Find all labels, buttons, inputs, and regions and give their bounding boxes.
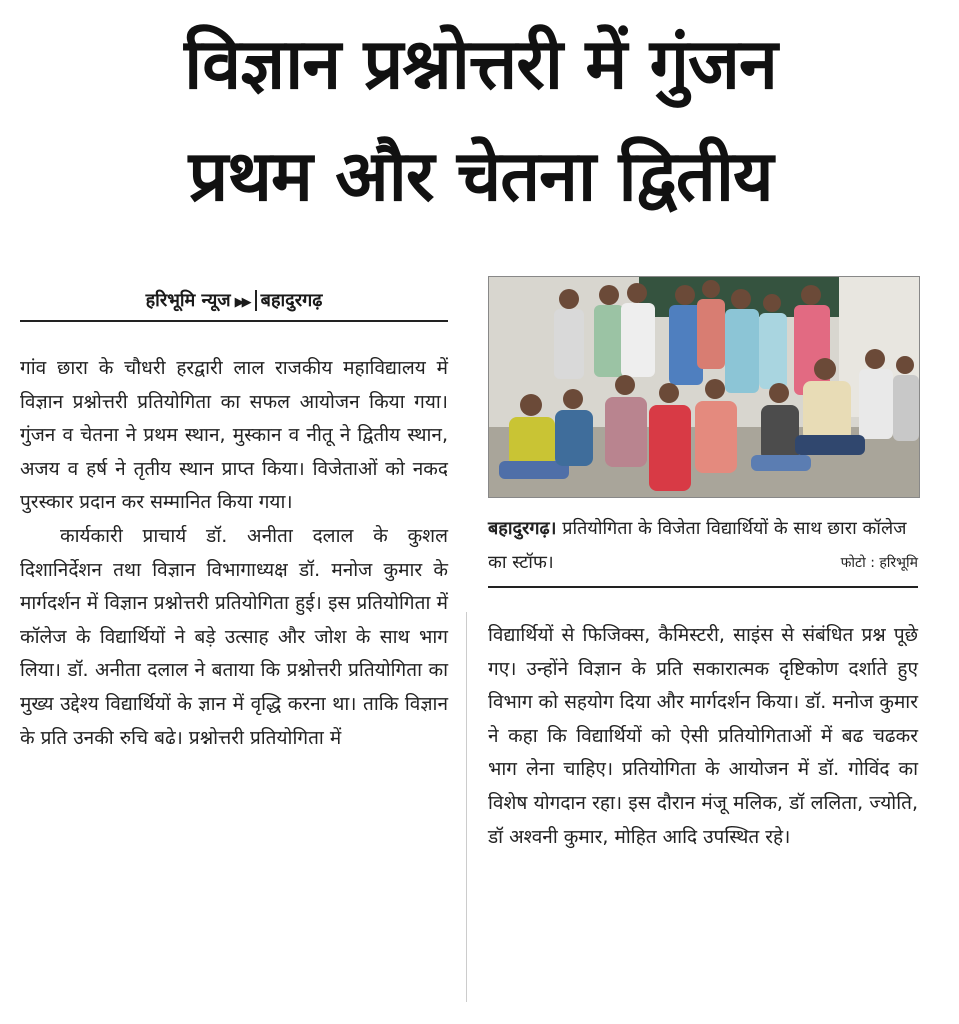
group-photo-illustration — [489, 277, 919, 497]
byline — [20, 288, 448, 322]
news-photo — [488, 276, 920, 498]
column-divider — [466, 612, 467, 1002]
photo-caption — [488, 512, 918, 588]
article-paragraph-1: गांव छारा के चौधरी हरद्वारी लाल राजकीय महाविद्यालय में विज्ञान प्रश्नोत्तरी प्रतियोगिता का सफल आयोजन किया गया। गुंजन व चेतना ने प्रथम स्थान, मुस्कान व नीतू ने द्वितीय स्थान, अजय व हर्ष ने तृतीय स्थान प्राप्त किया। विजेताओं को नकद पुरस्कार प्रदान कर सम्मानित किया गया। — [20, 357, 448, 514]
photo-credit: फोटो : हरिभूमि — [840, 555, 918, 571]
caption-text: प्रतियोगिता के विजेता विद्यार्थियों के साथ छारा कॉलेज का स्टॉफ। — [488, 518, 907, 573]
headline-line-1: विज्ञान प्रश्नोत्तरी में गुंजन — [184, 23, 777, 105]
caption-location: बहादुरगढ़। — [488, 518, 557, 539]
byline-source: हरिभूमि न्यूज — [145, 290, 231, 311]
article-right-column — [488, 619, 918, 854]
article-paragraph-3: विद्यार्थियों से फिजिक्स, कैमिस्टरी, साइंस से संबंधित प्रश्न पूछे गए। उन्होंने विज्ञान के प्रति सकारात्मक दृष्टिकोण दर्शाते हुए विभाग को सहयोग दिया और मार्गदर्शन किया। डॉ. मनोज कुमार ने कहा कि विद्यार्थियों को ऐसी प्रतियोगिताओं में बढ चढकर भाग लेना चाहिए। प्रतियोगिता के आयोजन में डॉ. गोविंद का विशेष योगदान रहा। इस दौरान मंजू मलिक, डॉ ललिता, ज्योति, डॉ अश्वनी कुमार, मोहित आदि उपस्थित रहे। — [488, 624, 918, 848]
byline-location: बहादुरगढ़ — [255, 290, 323, 311]
headline-line-2: प्रथम और चेतना द्वितीय — [188, 135, 773, 217]
headline — [18, 8, 943, 232]
double-arrow-icon: ▶▶ — [234, 295, 249, 310]
article-paragraph-2: कार्यकारी प्राचार्य डॉ. अनीता दलाल के कुशल दिशानिर्देशन तथा विज्ञान विभागाध्यक्ष डॉ. मनोज कुमार के मार्गदर्शन में विज्ञान प्रश्नोत्तरी प्रतियोगिता हुई। इस प्रतियोगिता में कॉलेज के विद्यार्थियों ने बड़े उत्साह और जोश के साथ भाग लिया। डॉ. अनीता दलाल ने बताया कि प्रश्नोत्तरी प्रतियोगिता का मुख्य उद्देश्य विद्यार्थियों के ज्ञान में वृद्धि करना था। ताकि विज्ञान के प्रति उनकी रुचि बढे। प्रश्नोत्तरी प्रतियोगिता में — [20, 524, 448, 749]
article-left-column — [20, 352, 448, 755]
